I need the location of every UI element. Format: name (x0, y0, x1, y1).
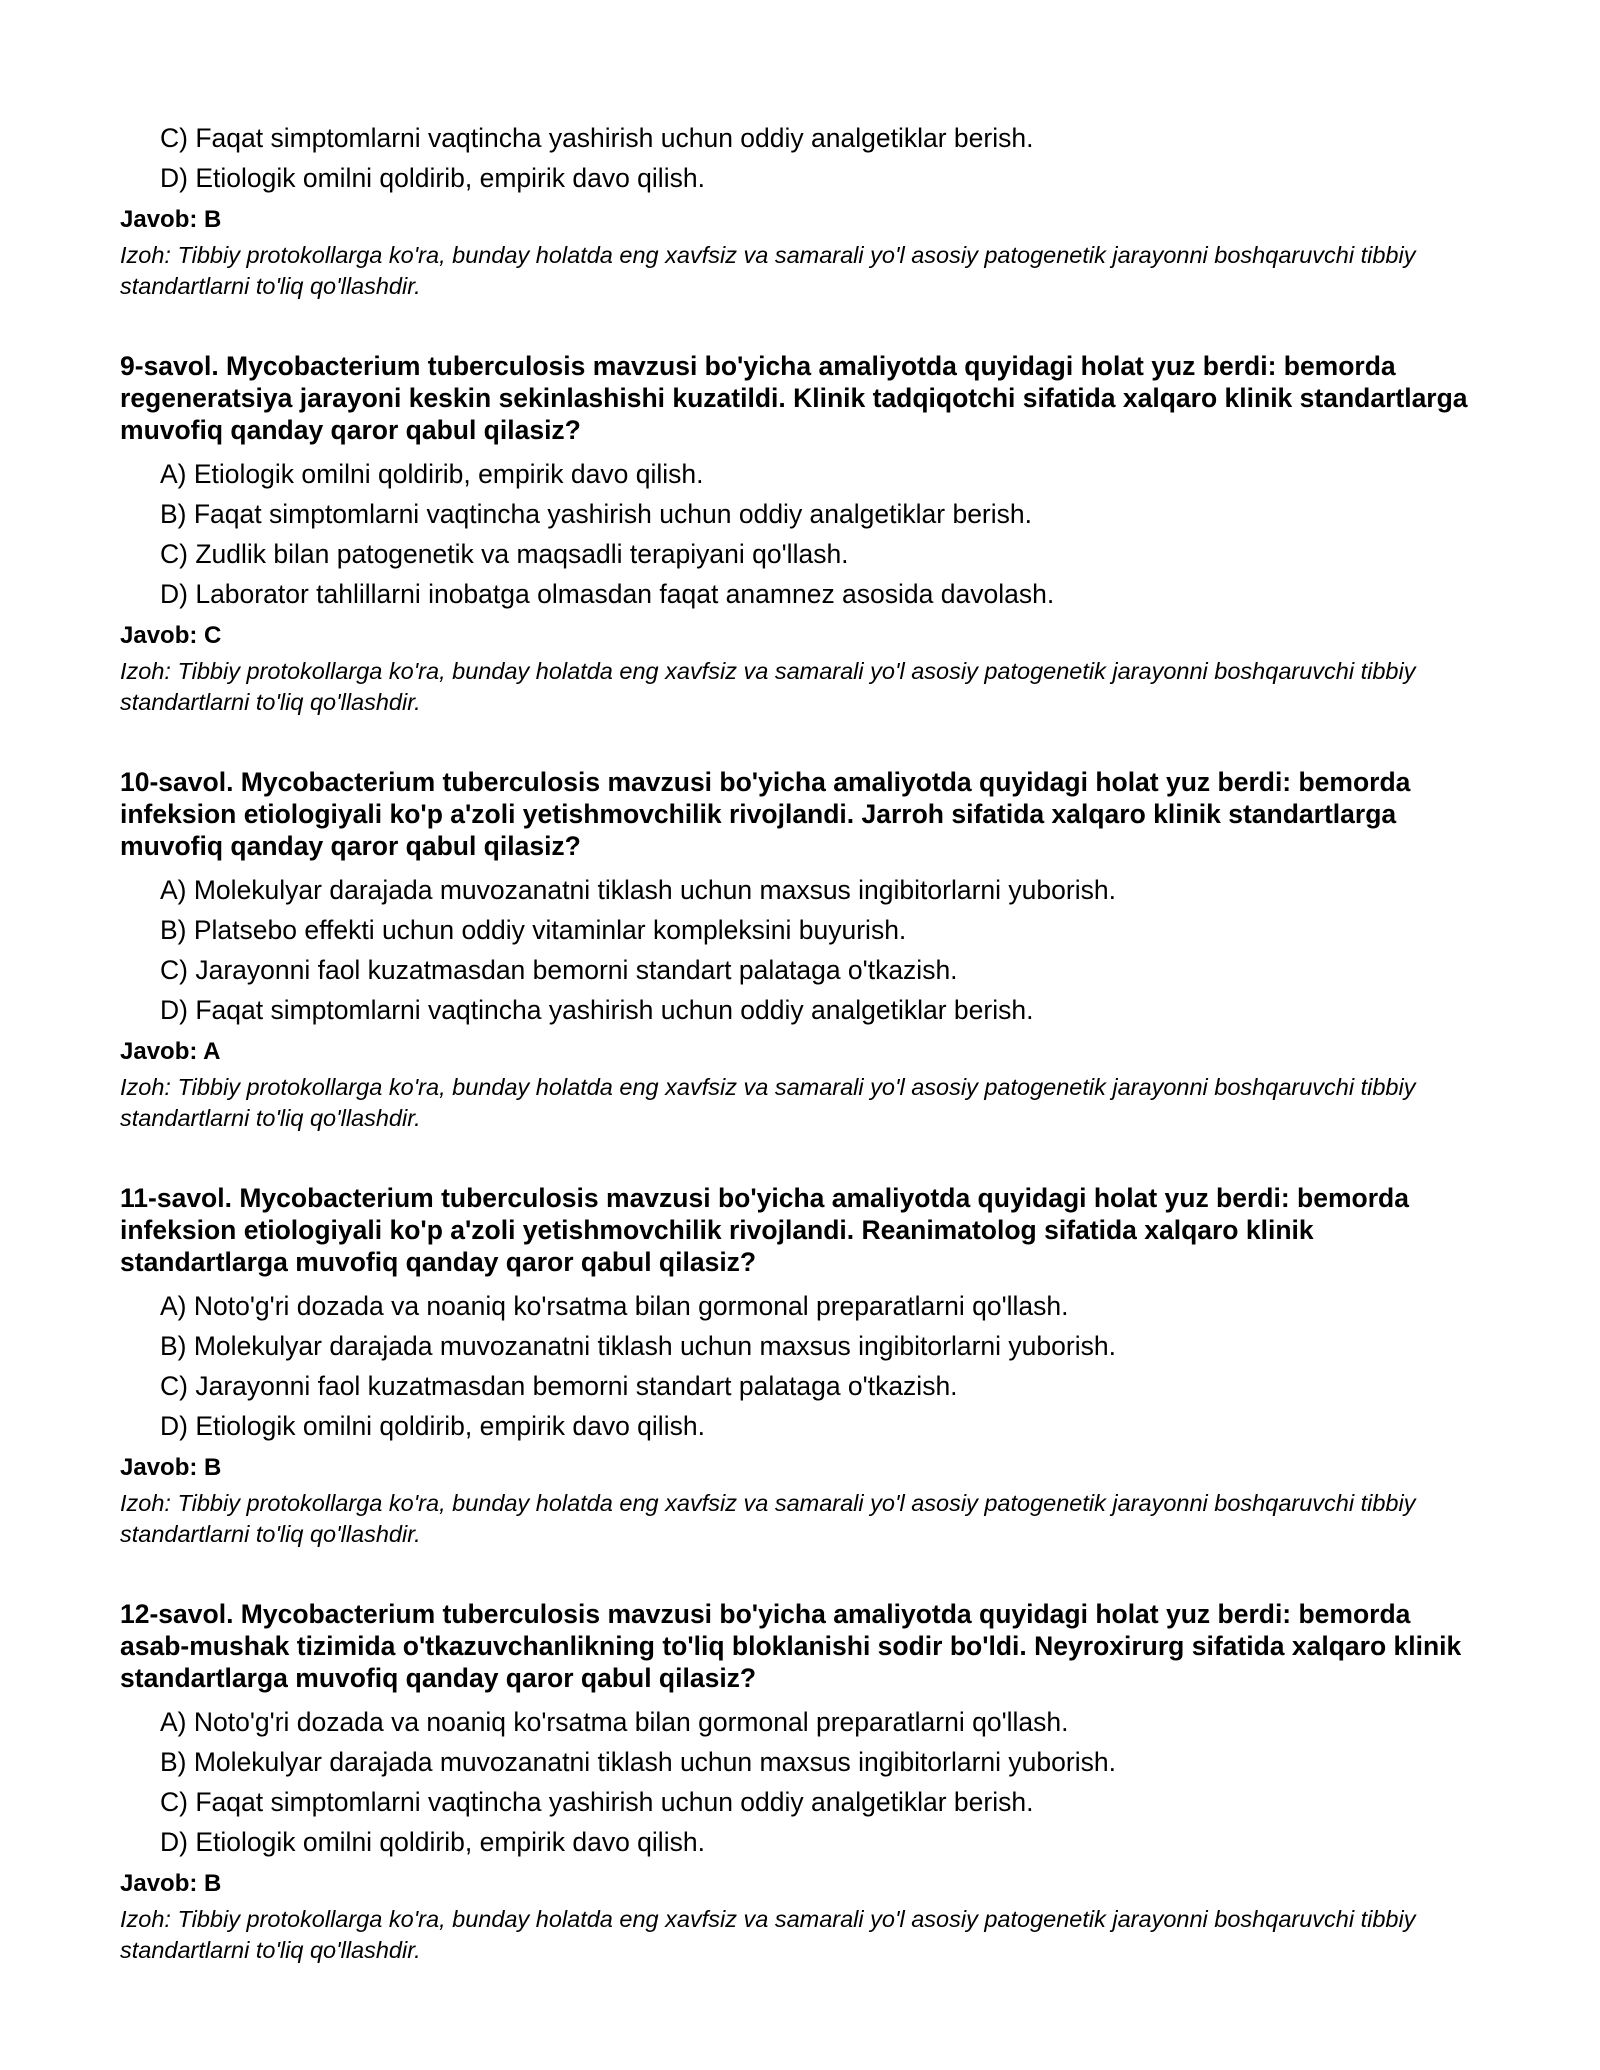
answer-option: C) Zudlik bilan patogenetik va maqsadli terapiyani qo'llash. (160, 539, 849, 569)
question-9 (120, 350, 1480, 718)
explanation-note: Izoh: Tibbiy protokollarga ko'ra, bunday holatda eng xavfsiz va samarali yo'l asosiy patogenetik jarayonni boshqaruvchi tibbiy standartlarni to'liq qo'llashdir. (120, 1906, 1416, 1963)
answer-option: C) Jarayonni faol kuzatmasdan bemorni standart palataga o'tkazish. (160, 1371, 958, 1401)
question-11 (120, 1182, 1480, 1550)
answer-option: D) Etiologik omilni qoldirib, empirik davo qilish. (160, 1411, 705, 1441)
question-text: 11-savol. Mycobacterium tuberculosis mavzusi bo'yicha amaliyotda quyidagi holat yuz berdi: bemorda infeksion etiologiyali ko'p a'zoli yetishmovchilik rivojlandi. Reanimatolog sifatida xalqaro klinik standartlarga muvofiq qanday qaror qabul qilasiz? (120, 1183, 1409, 1277)
document-content (120, 118, 1480, 1966)
answer-option: C) Faqat simptomlarni vaqtincha yashirish uchun oddiy analgetiklar berish. (160, 1787, 1034, 1817)
question-10 (120, 766, 1480, 1134)
explanation-note: Izoh: Tibbiy protokollarga ko'ra, bunday holatda eng xavfsiz va samarali yo'l asosiy patogenetik jarayonni boshqaruvchi tibbiy standartlarni to'liq qo'llashdir. (120, 1490, 1416, 1547)
correct-answer: Javob: A (120, 1038, 221, 1065)
correct-answer: Javob: B (120, 1870, 222, 1897)
answer-option: B) Molekulyar darajada muvozanatni tiklash uchun maxsus ingibitorlarni yuborish. (160, 1747, 1116, 1777)
correct-answer: Javob: B (120, 1454, 222, 1481)
question-12 (120, 1598, 1480, 1966)
answer-option: C) Jarayonni faol kuzatmasdan bemorni standart palataga o'tkazish. (160, 955, 958, 985)
question-8-carryover (120, 118, 1480, 302)
answer-option: A) Noto'g'ri dozada va noaniq ko'rsatma bilan gormonal preparatlarni qo'llash. (160, 1707, 1069, 1737)
answer-option: D) Faqat simptomlarni vaqtincha yashirish uchun oddiy analgetiklar berish. (160, 995, 1034, 1025)
answer-option: A) Etiologik omilni qoldirib, empirik davo qilish. (160, 459, 704, 489)
question-text: 10-savol. Mycobacterium tuberculosis mavzusi bo'yicha amaliyotda quyidagi holat yuz berdi: bemorda infeksion etiologiyali ko'p a'zoli yetishmovchilik rivojlandi. Jarroh sifatida xalqaro klinik standartlarga muvofiq qanday qaror qabul qilasiz? (120, 767, 1411, 861)
answer-option: B) Platsebo effekti uchun oddiy vitaminlar kompleksini buyurish. (160, 915, 907, 945)
explanation-note: Izoh: Tibbiy protokollarga ko'ra, bunday holatda eng xavfsiz va samarali yo'l asosiy patogenetik jarayonni boshqaruvchi tibbiy standartlarni to'liq qo'llashdir. (120, 242, 1416, 299)
answer-option: C) Faqat simptomlarni vaqtincha yashirish uchun oddiy analgetiklar berish. (160, 123, 1034, 153)
answer-option: D) Laborator tahlillarni inobatga olmasdan faqat anamnez asosida davolash. (160, 579, 1055, 609)
answer-option: D) Etiologik omilni qoldirib, empirik davo qilish. (160, 163, 705, 193)
answer-option: A) Molekulyar darajada muvozanatni tiklash uchun maxsus ingibitorlarni yuborish. (160, 875, 1116, 905)
question-text: 12-savol. Mycobacterium tuberculosis mavzusi bo'yicha amaliyotda quyidagi holat yuz berdi: bemorda asab-mushak tizimida o'tkazuvchanlikning to'liq bloklanishi sodir bo'ldi. Neyroxirurg sifatida xalqaro klinik standartlarga muvofiq qanday qaror qabul qilasiz? (120, 1599, 1462, 1693)
question-text: 9-savol. Mycobacterium tuberculosis mavzusi bo'yicha amaliyotda quyidagi holat yuz berdi: bemorda regeneratsiya jarayoni keskin sekinlashishi kuzatildi. Klinik tadqiqotchi sifatida xalqaro klinik standartlarga muvofiq qanday qaror qabul qilasiz? (120, 351, 1468, 445)
answer-option: B) Molekulyar darajada muvozanatni tiklash uchun maxsus ingibitorlarni yuborish. (160, 1331, 1116, 1361)
explanation-note: Izoh: Tibbiy protokollarga ko'ra, bunday holatda eng xavfsiz va samarali yo'l asosiy patogenetik jarayonni boshqaruvchi tibbiy standartlarni to'liq qo'llashdir. (120, 658, 1416, 715)
answer-option: D) Etiologik omilni qoldirib, empirik davo qilish. (160, 1827, 705, 1857)
answer-option: B) Faqat simptomlarni vaqtincha yashirish uchun oddiy analgetiklar berish. (160, 499, 1032, 529)
answer-option: A) Noto'g'ri dozada va noaniq ko'rsatma bilan gormonal preparatlarni qo'llash. (160, 1291, 1069, 1321)
explanation-note: Izoh: Tibbiy protokollarga ko'ra, bunday holatda eng xavfsiz va samarali yo'l asosiy patogenetik jarayonni boshqaruvchi tibbiy standartlarni to'liq qo'llashdir. (120, 1074, 1416, 1131)
correct-answer: Javob: C (120, 622, 222, 649)
correct-answer: Javob: B (120, 206, 222, 233)
